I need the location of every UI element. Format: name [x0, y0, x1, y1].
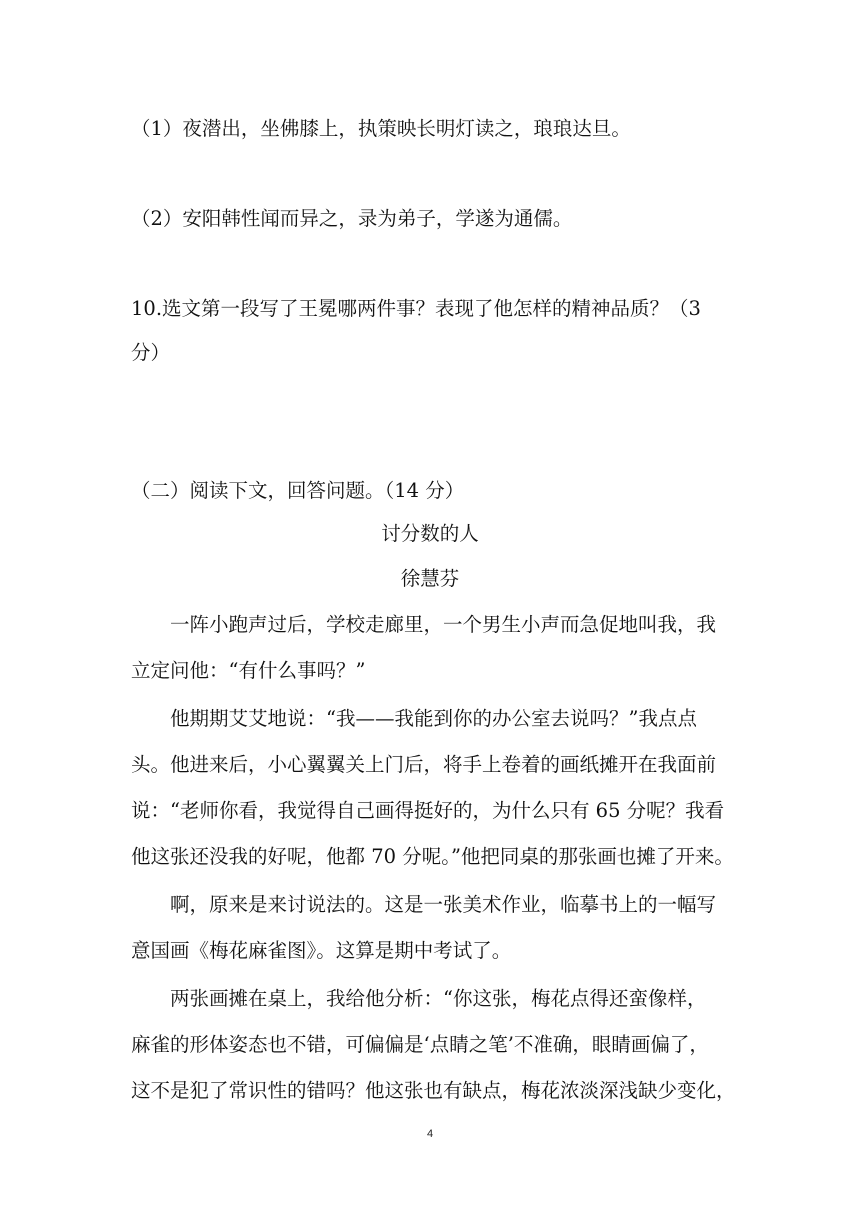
passage-line: 啊，原来是来讨说法的。这是一张美术作业，临摹书上的一幅写 [131, 893, 717, 916]
question-10-line-2: 分） [131, 341, 171, 364]
question-9-item-2: （2）安阳韩性闻而异之，录为弟子，学遂为通儒。 [131, 207, 573, 230]
article-author: 徐慧芬 [400, 567, 460, 590]
question-10-line-1: 10.选文第一段写了王冕哪两件事？表现了他怎样的精神品质？（3 [131, 297, 701, 320]
question-9-item-1: （1）夜潜出，坐佛膝上，执策映长明灯读之，琅琅达旦。 [131, 117, 631, 140]
passage-line: 一阵小跑声过后，学校走廊里，一个男生小声而急促地叫我，我 [131, 613, 717, 636]
passage-line: 头。他进来后，小心翼翼关上门后，将手上卷着的画纸摊开在我面前 [131, 753, 717, 776]
article-title: 讨分数的人 [381, 522, 479, 545]
passage-line: 立定问他：“有什么事吗？” [131, 659, 366, 682]
passage-line: 他期期艾艾地说：“我——我能到你的办公室去说吗？”我点点 [131, 707, 697, 730]
passage-line: 这不是犯了常识性的错吗？他这张也有缺点，梅花浓淡深浅缺少变化， [131, 1079, 736, 1102]
passage-line: 麻雀的形体姿态也不错，可偏偏是‘点睛之笔’不准确，眼睛画偏了， [131, 1033, 709, 1056]
passage-line: 他这张还没我的好呢，他都 70 分呢。”他把同桌的那张画也摊了开来。 [131, 845, 734, 868]
section-2-heading: （二）阅读下文，回答问题。（14 分） [131, 479, 465, 502]
passage-line: 意国画《梅花麻雀图》。这算是期中考试了。 [131, 939, 512, 962]
page-number: 4 [426, 1128, 434, 1140]
passage-line: 两张画摊在桌上，我给他分析：“你这张，梅花点得还蛮像样， [131, 987, 707, 1010]
passage-line: 说：“老师你看，我觉得自己画得挺好的，为什么只有 65 分呢？我看 [131, 799, 725, 822]
